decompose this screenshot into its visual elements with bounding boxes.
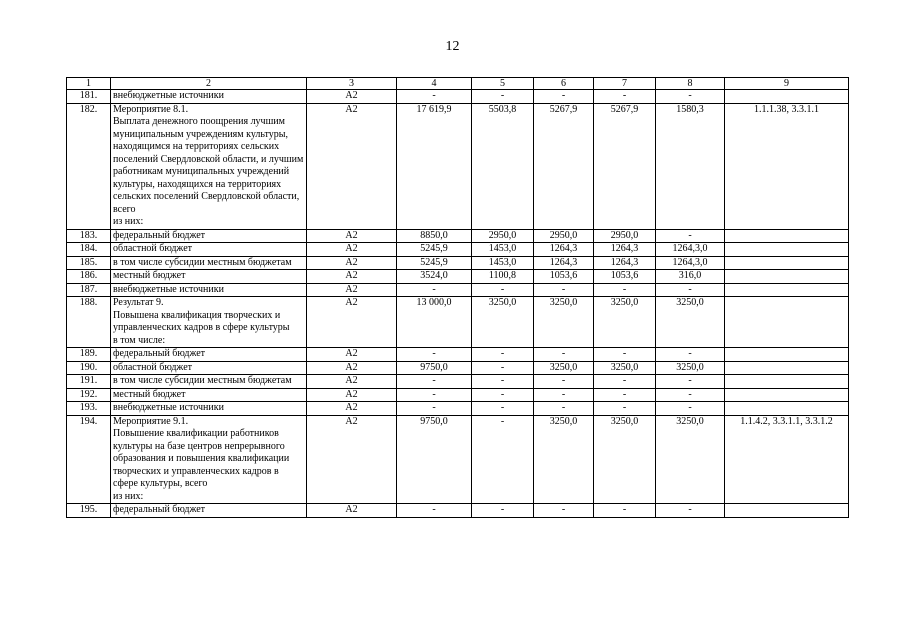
value-cell-7: - (594, 504, 656, 518)
value-cell-6: - (534, 504, 594, 518)
value-cell-5: 5503,8 (472, 103, 534, 229)
value-cell-5: - (472, 402, 534, 416)
value-cell-8: - (656, 90, 725, 104)
table-row (67, 504, 849, 518)
row-number-cell: 188. (67, 297, 111, 348)
value-cell-4: 5245,9 (397, 256, 472, 270)
value-cell-8: 316,0 (656, 270, 725, 284)
budget-table (66, 77, 849, 518)
value-cell-4: - (397, 375, 472, 389)
row-name-cell: федеральный бюджет (111, 504, 307, 518)
table-row (67, 243, 849, 257)
row-name-cell: внебюджетные источники (111, 402, 307, 416)
value-cell-8: - (656, 402, 725, 416)
column-header: 7 (594, 78, 656, 90)
row-code-cell: А2 (307, 415, 397, 504)
value-cell-8: 1264,3,0 (656, 243, 725, 257)
column-header: 3 (307, 78, 397, 90)
value-cell-4: 9750,0 (397, 361, 472, 375)
value-cell-6: - (534, 348, 594, 362)
value-cell-6: 3250,0 (534, 297, 594, 348)
value-cell-5: - (472, 375, 534, 389)
column-header: 5 (472, 78, 534, 90)
value-cell-5: - (472, 90, 534, 104)
table-row (67, 297, 849, 348)
value-cell-4: 5245,9 (397, 243, 472, 257)
row-name-cell: областной бюджет (111, 243, 307, 257)
row-code-cell: А2 (307, 103, 397, 229)
row-code-cell: А2 (307, 229, 397, 243)
reference-cell (725, 375, 849, 389)
row-number-cell: 194. (67, 415, 111, 504)
value-cell-4: 13 000,0 (397, 297, 472, 348)
value-cell-8: - (656, 504, 725, 518)
row-number-cell: 184. (67, 243, 111, 257)
value-cell-7: 1264,3 (594, 256, 656, 270)
value-cell-6: - (534, 402, 594, 416)
value-cell-6: - (534, 375, 594, 389)
reference-cell: 1.1.1.38, 3.3.1.1 (725, 103, 849, 229)
value-cell-6: 1053,6 (534, 270, 594, 284)
row-number-cell: 185. (67, 256, 111, 270)
value-cell-7: 2950,0 (594, 229, 656, 243)
table-row (67, 270, 849, 284)
value-cell-4: - (397, 504, 472, 518)
value-cell-8: - (656, 229, 725, 243)
value-cell-5: - (472, 415, 534, 504)
value-cell-6: 3250,0 (534, 415, 594, 504)
reference-cell (725, 90, 849, 104)
value-cell-7: 3250,0 (594, 361, 656, 375)
row-code-cell: А2 (307, 297, 397, 348)
reference-cell (725, 270, 849, 284)
reference-cell (725, 297, 849, 348)
page-number: 12 (445, 39, 460, 54)
value-cell-8: 3250,0 (656, 361, 725, 375)
value-cell-8: - (656, 283, 725, 297)
row-code-cell: А2 (307, 90, 397, 104)
value-cell-7: - (594, 375, 656, 389)
reference-cell (725, 402, 849, 416)
row-name-cell: федеральный бюджет (111, 348, 307, 362)
value-cell-5: 1453,0 (472, 243, 534, 257)
table-row (67, 103, 849, 229)
value-cell-8: 1264,3,0 (656, 256, 725, 270)
table-header-row (67, 78, 849, 90)
row-number-cell: 181. (67, 90, 111, 104)
value-cell-4: 17 619,9 (397, 103, 472, 229)
reference-cell (725, 229, 849, 243)
row-code-cell: А2 (307, 504, 397, 518)
value-cell-7: - (594, 348, 656, 362)
row-number-cell: 183. (67, 229, 111, 243)
value-cell-5: - (472, 388, 534, 402)
value-cell-8: - (656, 348, 725, 362)
value-cell-5: 3250,0 (472, 297, 534, 348)
row-code-cell: А2 (307, 375, 397, 389)
row-code-cell: А2 (307, 402, 397, 416)
value-cell-7: - (594, 402, 656, 416)
table-row (67, 402, 849, 416)
row-name-cell: областной бюджет (111, 361, 307, 375)
table-row (67, 415, 849, 504)
row-number-cell: 195. (67, 504, 111, 518)
row-code-cell: А2 (307, 270, 397, 284)
value-cell-8: 3250,0 (656, 297, 725, 348)
value-cell-4: 9750,0 (397, 415, 472, 504)
value-cell-7: 1264,3 (594, 243, 656, 257)
value-cell-5: 2950,0 (472, 229, 534, 243)
value-cell-4: - (397, 90, 472, 104)
row-number-cell: 189. (67, 348, 111, 362)
value-cell-6: 1264,3 (534, 243, 594, 257)
table-row (67, 388, 849, 402)
value-cell-7: - (594, 388, 656, 402)
reference-cell (725, 348, 849, 362)
row-name-cell: местный бюджет (111, 270, 307, 284)
value-cell-6: 3250,0 (534, 361, 594, 375)
value-cell-7: 1053,6 (594, 270, 656, 284)
row-name-cell: местный бюджет (111, 388, 307, 402)
table-row (67, 256, 849, 270)
row-code-cell: А2 (307, 243, 397, 257)
table-row (67, 229, 849, 243)
row-number-cell: 191. (67, 375, 111, 389)
value-cell-6: - (534, 388, 594, 402)
value-cell-7: 3250,0 (594, 297, 656, 348)
column-header: 4 (397, 78, 472, 90)
value-cell-8: - (656, 388, 725, 402)
value-cell-8: 3250,0 (656, 415, 725, 504)
column-header: 8 (656, 78, 725, 90)
column-header: 6 (534, 78, 594, 90)
reference-cell (725, 243, 849, 257)
value-cell-8: - (656, 375, 725, 389)
value-cell-7: - (594, 90, 656, 104)
row-code-cell: А2 (307, 256, 397, 270)
value-cell-7: 5267,9 (594, 103, 656, 229)
value-cell-6: - (534, 283, 594, 297)
row-name-cell: Мероприятие 8.1. Выплата денежного поощрения лучшим муниципальным учреждениям культуры, находящимся на территориях сельских поселений Свердловской области, и лучшим работникам муниципальных учреждений культуры, находящихся на территориях сельских поселений Свердловской области, всего из них: (111, 103, 307, 229)
table-body (67, 90, 849, 518)
table-row (67, 361, 849, 375)
value-cell-5: 1100,8 (472, 270, 534, 284)
row-code-cell: А2 (307, 388, 397, 402)
reference-cell: 1.1.4.2, 3.3.1.1, 3.3.1.2 (725, 415, 849, 504)
value-cell-6: 5267,9 (534, 103, 594, 229)
row-name-cell: в том числе субсидии местным бюджетам (111, 375, 307, 389)
row-name-cell: в том числе субсидии местным бюджетам (111, 256, 307, 270)
reference-cell (725, 361, 849, 375)
value-cell-6: 2950,0 (534, 229, 594, 243)
value-cell-5: - (472, 504, 534, 518)
value-cell-4: 3524,0 (397, 270, 472, 284)
row-name-cell: внебюджетные источники (111, 283, 307, 297)
column-header: 9 (725, 78, 849, 90)
value-cell-7: - (594, 283, 656, 297)
row-number-cell: 193. (67, 402, 111, 416)
row-code-cell: А2 (307, 361, 397, 375)
reference-cell (725, 283, 849, 297)
reference-cell (725, 504, 849, 518)
value-cell-5: - (472, 283, 534, 297)
reference-cell (725, 256, 849, 270)
column-header: 2 (111, 78, 307, 90)
value-cell-5: 1453,0 (472, 256, 534, 270)
value-cell-6: 1264,3 (534, 256, 594, 270)
row-name-cell: Мероприятие 9.1. Повышение квалификации работников культуры на базе центров непрерывного образования и повышения квалификации творческих и управленческих кадров в сфере культуры, всего из них: (111, 415, 307, 504)
row-code-cell: А2 (307, 348, 397, 362)
row-name-cell: внебюджетные источники (111, 90, 307, 104)
row-number-cell: 182. (67, 103, 111, 229)
row-name-cell: Результат 9. Повышена квалификация творческих и управленческих кадров в сфере культуры в том числе: (111, 297, 307, 348)
row-number-cell: 187. (67, 283, 111, 297)
value-cell-6: - (534, 90, 594, 104)
row-number-cell: 190. (67, 361, 111, 375)
value-cell-7: 3250,0 (594, 415, 656, 504)
row-number-cell: 186. (67, 270, 111, 284)
row-number-cell: 192. (67, 388, 111, 402)
table-row (67, 348, 849, 362)
value-cell-8: 1580,3 (656, 103, 725, 229)
value-cell-4: - (397, 388, 472, 402)
value-cell-5: - (472, 348, 534, 362)
value-cell-4: - (397, 283, 472, 297)
value-cell-4: 8850,0 (397, 229, 472, 243)
value-cell-5: - (472, 361, 534, 375)
row-code-cell: А2 (307, 283, 397, 297)
value-cell-4: - (397, 402, 472, 416)
row-name-cell: федеральный бюджет (111, 229, 307, 243)
table-row (67, 90, 849, 104)
table-row (67, 283, 849, 297)
table-row (67, 375, 849, 389)
column-header: 1 (67, 78, 111, 90)
value-cell-4: - (397, 348, 472, 362)
reference-cell (725, 388, 849, 402)
